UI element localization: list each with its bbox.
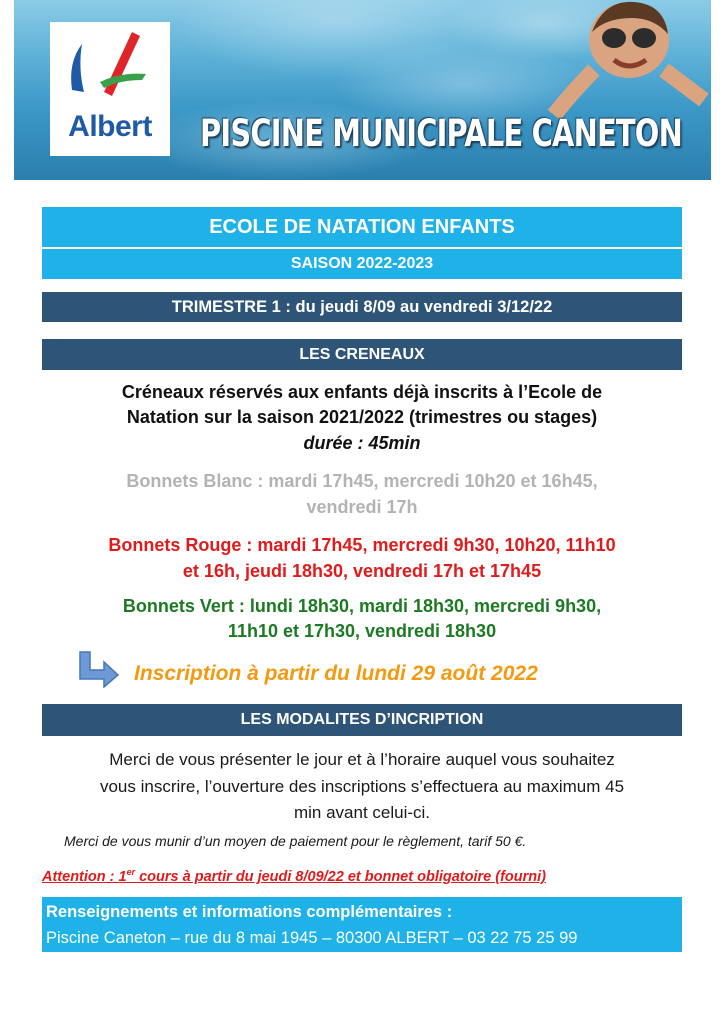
creneaux-intro-line1: Créneaux réservés aux enfants déjà inscrits à l’Ecole de <box>121 382 603 402</box>
bonnets-rouge-line1: Bonnets Rouge : mardi 17h45, mercredi 9h30, 10h20, 11h10 <box>108 535 616 555</box>
creneaux-duration: durée : 45min <box>303 433 421 453</box>
payment-note: Merci de vous munir d’un moyen de paiement pour le règlement, tarif 50 €. <box>64 833 527 849</box>
bonnets-rouge-line2: et 16h, jeudi 18h30, vendredi 17h et 17h45 <box>182 561 542 581</box>
attention-superscript: er <box>126 867 136 877</box>
modalites-heading-bar <box>42 704 682 736</box>
attention-rest: cours à partir du jeudi 8/09/22 et bonnet obligatoire (fourni) <box>135 868 546 885</box>
school-title: ECOLE DE NATATION ENFANTS <box>209 215 515 238</box>
school-title-bar <box>42 207 682 247</box>
modalites-heading: LES MODALITES D’INCRIPTION <box>240 711 484 728</box>
footer-title: Renseignements et informations complémentaires : <box>46 903 453 921</box>
bonnets-vert-line2: 11h10 et 17h30, vendredi 18h30 <box>227 621 497 641</box>
arrow-right-icon <box>76 650 120 688</box>
albert-logo <box>50 22 170 156</box>
creneaux-heading-bar <box>42 339 682 370</box>
modalites-line2: vous inscrire, l’ouverture des inscriptions s’effectuera au maximum 45 <box>99 777 625 796</box>
creneaux-heading: LES CRENEAUX <box>299 345 425 363</box>
modalites-line3: min avant celui-ci. <box>293 803 431 822</box>
bonnets-blanc-line2: vendredi 17h <box>306 497 418 517</box>
albert-logo-mark-icon <box>50 22 170 112</box>
trimester-label: TRIMESTRE 1 : du jeudi 8/09 au vendredi 3/12/22 <box>171 297 553 316</box>
swimmer-photo <box>534 0 711 120</box>
bonnets-vert-line1: Bonnets Vert : lundi 18h30, mardi 18h30, mercredi 9h30, <box>122 596 602 616</box>
attention-note <box>42 867 546 885</box>
creneaux-intro-line2: Natation sur la saison 2021/2022 (trimestres ou stages) <box>126 407 598 427</box>
contact-footer <box>42 897 682 952</box>
bonnets-blanc-line1: Bonnets Blanc : mardi 17h45, mercredi 10h20 et 16h45, <box>126 471 598 491</box>
season-label: SAISON 2022-2023 <box>290 255 434 272</box>
season-bar <box>42 249 682 279</box>
attention-prefix: Attention : 1 <box>42 868 127 885</box>
logo-text: Albert <box>68 110 152 143</box>
modalites-line1: Merci de vous présenter le jour et à l’horaire auquel vous souhaitez <box>109 750 615 769</box>
header-banner <box>14 0 711 180</box>
inscription-date: Inscription à partir du lundi 29 août 2022 <box>134 662 538 685</box>
page-title: PISCINE MUNICIPALE CANETON <box>200 112 682 155</box>
footer-address: Piscine Caneton – rue du 8 mai 1945 – 80300 ALBERT – 03 22 75 25 99 <box>46 929 578 947</box>
trimester-bar <box>42 292 682 322</box>
